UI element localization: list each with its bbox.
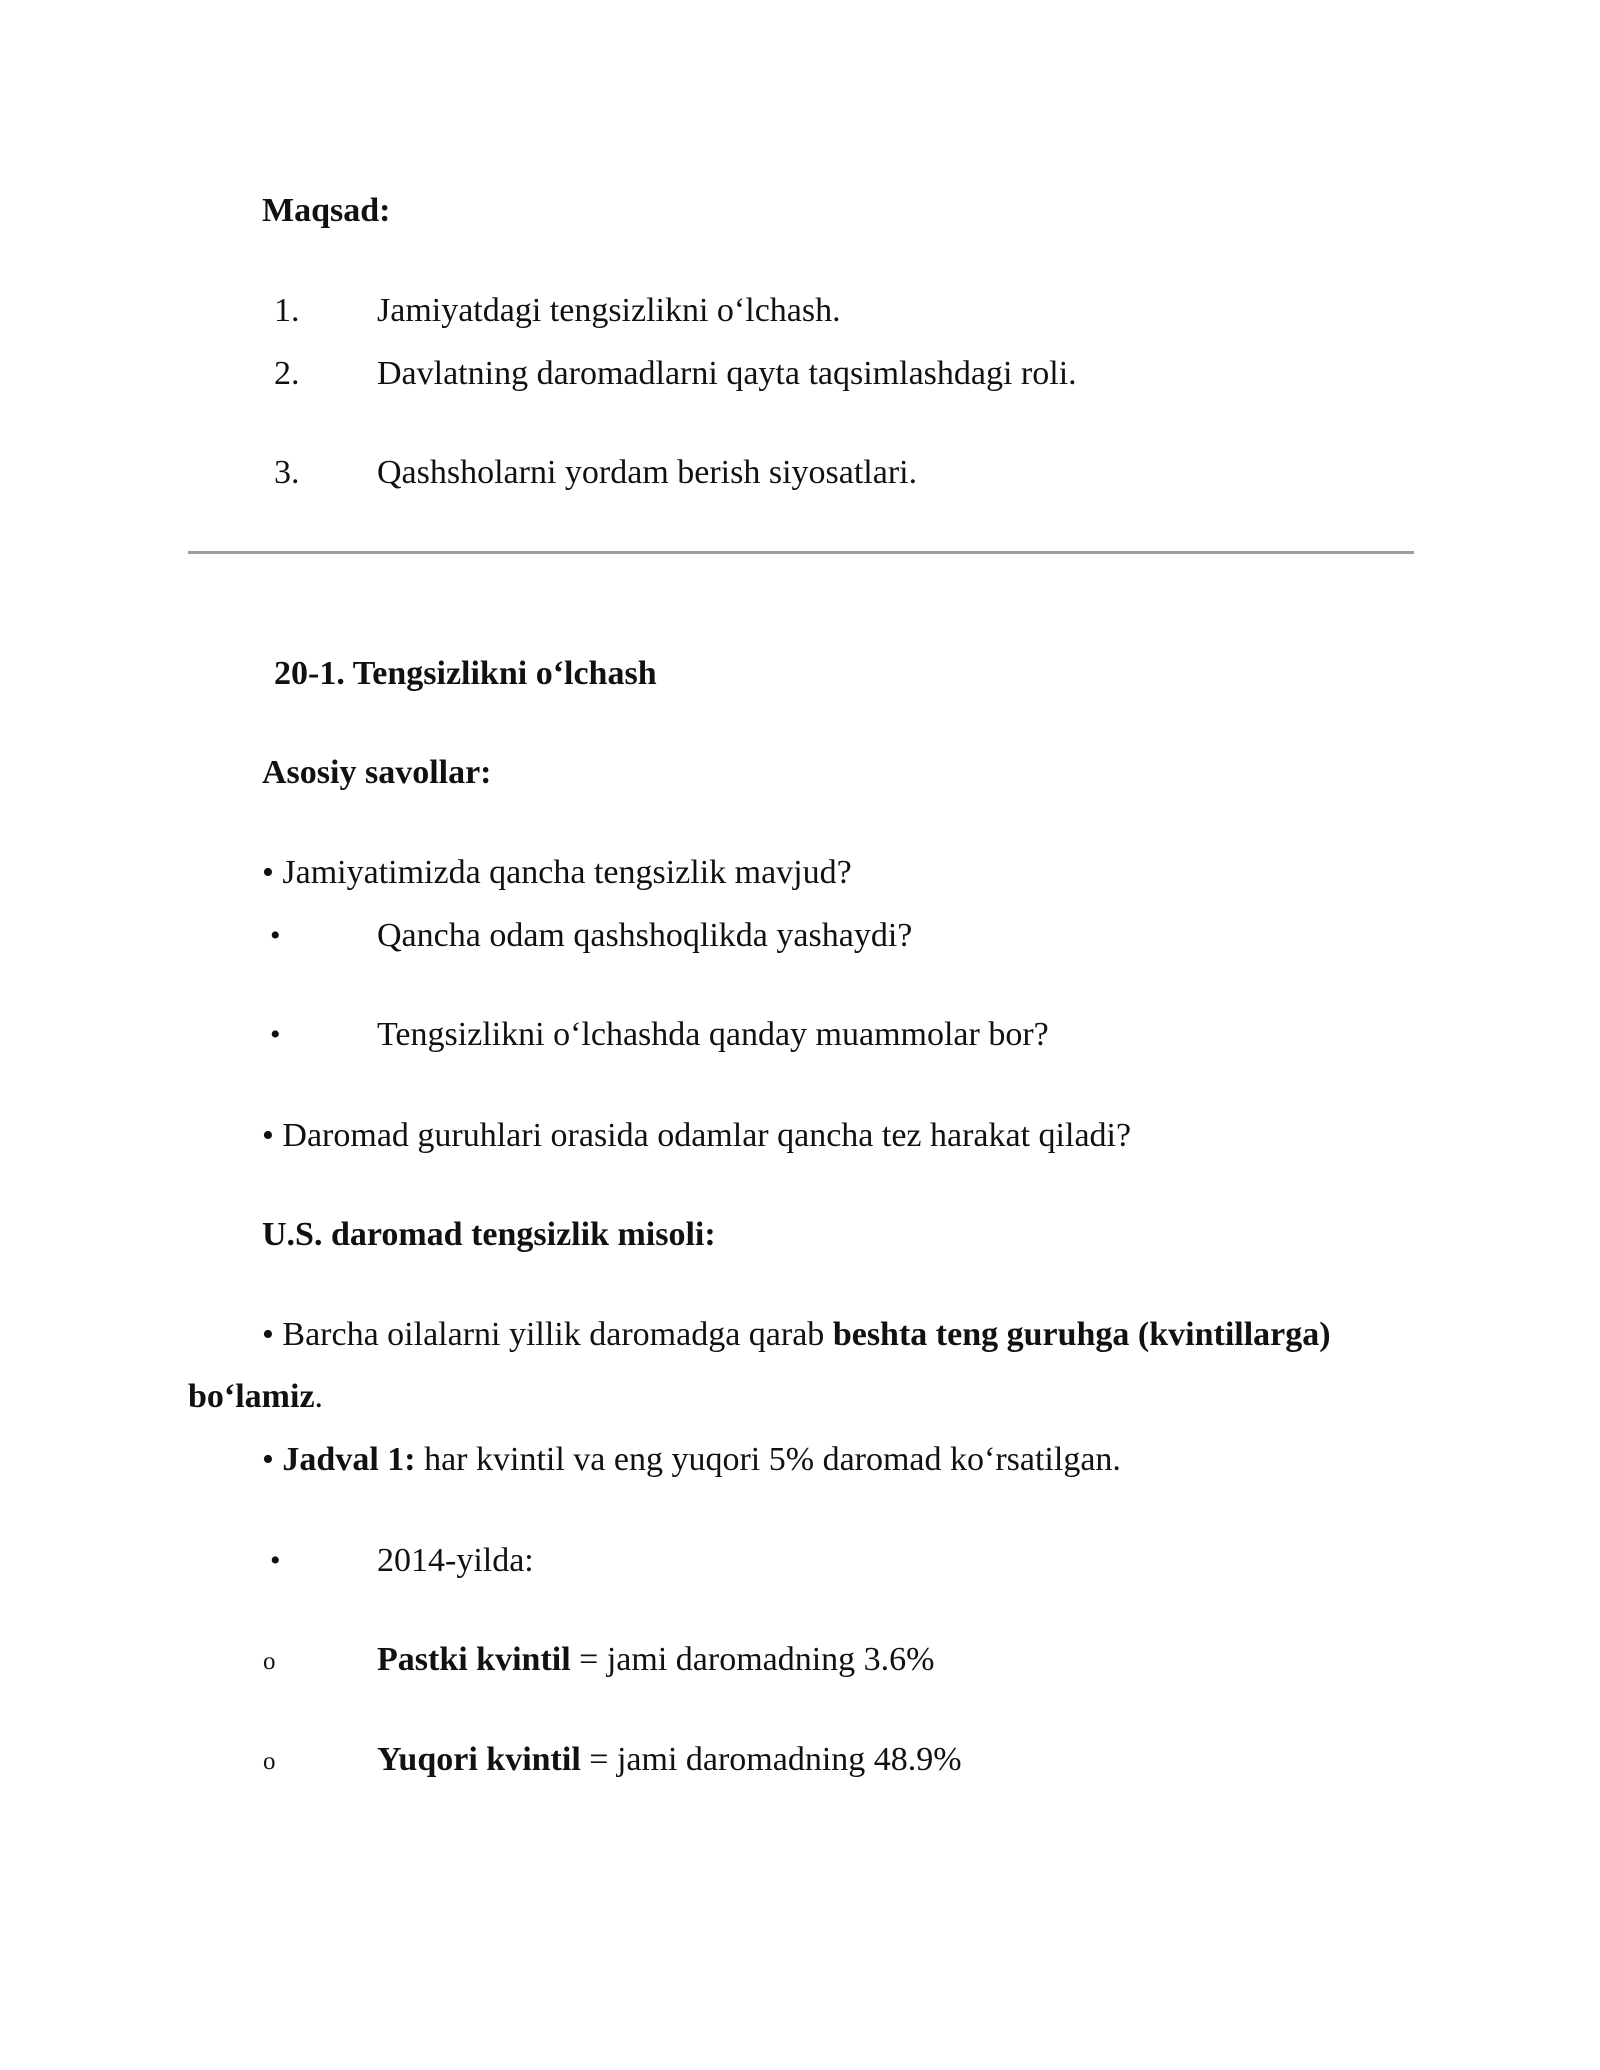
list-item-text: Jamiyatimizda qancha tengsizlik mavjud? — [282, 854, 852, 891]
bullet-icon: • — [262, 1441, 274, 1478]
bullet-icon: • — [270, 919, 281, 952]
list-item-text: Barcha oilalarni yillik daromadga qarab — [282, 1316, 833, 1353]
horizontal-divider — [188, 551, 1414, 554]
list-item-text: Davlatning daromadlarni qayta taqsimlashdagi roli. — [377, 355, 1077, 392]
list-item — [262, 1315, 1331, 1355]
list-item-number: 2. — [274, 355, 300, 392]
list-item-text: Tengsizlikni o‘lchashda qanday muammolar bor? — [377, 1016, 1049, 1053]
list-item-text: . — [314, 1378, 324, 1415]
list-item-value: = jami daromadning 48.9% — [580, 1741, 962, 1778]
list-item-emphasis: Pastki kvintil — [377, 1641, 571, 1678]
list-item-text: Jamiyatdagi tengsizlikni o‘lchash. — [377, 292, 841, 329]
list-item-number: 3. — [274, 454, 300, 491]
list-item-text: har kvintil va eng yuqori 5% daromad ko‘rsatilgan. — [415, 1441, 1121, 1478]
list-item-text: Qancha odam qashshoqlikda yashaydi? — [377, 917, 913, 954]
objectives-heading: Maqsad: — [262, 192, 391, 229]
list-item — [262, 1116, 1131, 1156]
bullet-icon: • — [270, 1018, 281, 1051]
list-item-emphasis: beshta teng guruhga (kvintillarga) — [832, 1316, 1331, 1353]
list-item-emphasis: bo‘lamiz — [188, 1378, 315, 1415]
list-item — [262, 853, 852, 893]
list-item-continuation — [188, 1377, 323, 1417]
questions-heading: Asosiy savollar: — [262, 754, 492, 791]
circle-bullet-icon: o — [263, 1648, 276, 1675]
list-item-text: 2014-yilda: — [377, 1542, 534, 1579]
example-heading: U.S. daromad tengsizlik misoli: — [262, 1216, 716, 1253]
bullet-icon: • — [270, 1544, 281, 1577]
list-item-text — [377, 1740, 962, 1780]
list-item-number: 1. — [274, 292, 300, 329]
list-item-text — [377, 1640, 935, 1680]
bullet-icon: • — [262, 1316, 274, 1353]
list-item-emphasis: Yuqori kvintil — [377, 1741, 581, 1778]
section-title: 20-1. Tengsizlikni o‘lchash — [274, 655, 657, 692]
bullet-icon: • — [262, 854, 274, 891]
list-item-text: Daromad guruhlari orasida odamlar qancha tez harakat qiladi? — [282, 1117, 1132, 1154]
list-item-value: = jami daromadning 3.6% — [570, 1641, 935, 1678]
list-item-text: Qashsholarni yordam berish siyosatlari. — [377, 454, 918, 491]
list-item-emphasis: Jadval 1: — [282, 1441, 416, 1478]
list-item — [262, 1440, 1121, 1480]
circle-bullet-icon: o — [263, 1748, 276, 1775]
bullet-icon: • — [262, 1117, 274, 1154]
